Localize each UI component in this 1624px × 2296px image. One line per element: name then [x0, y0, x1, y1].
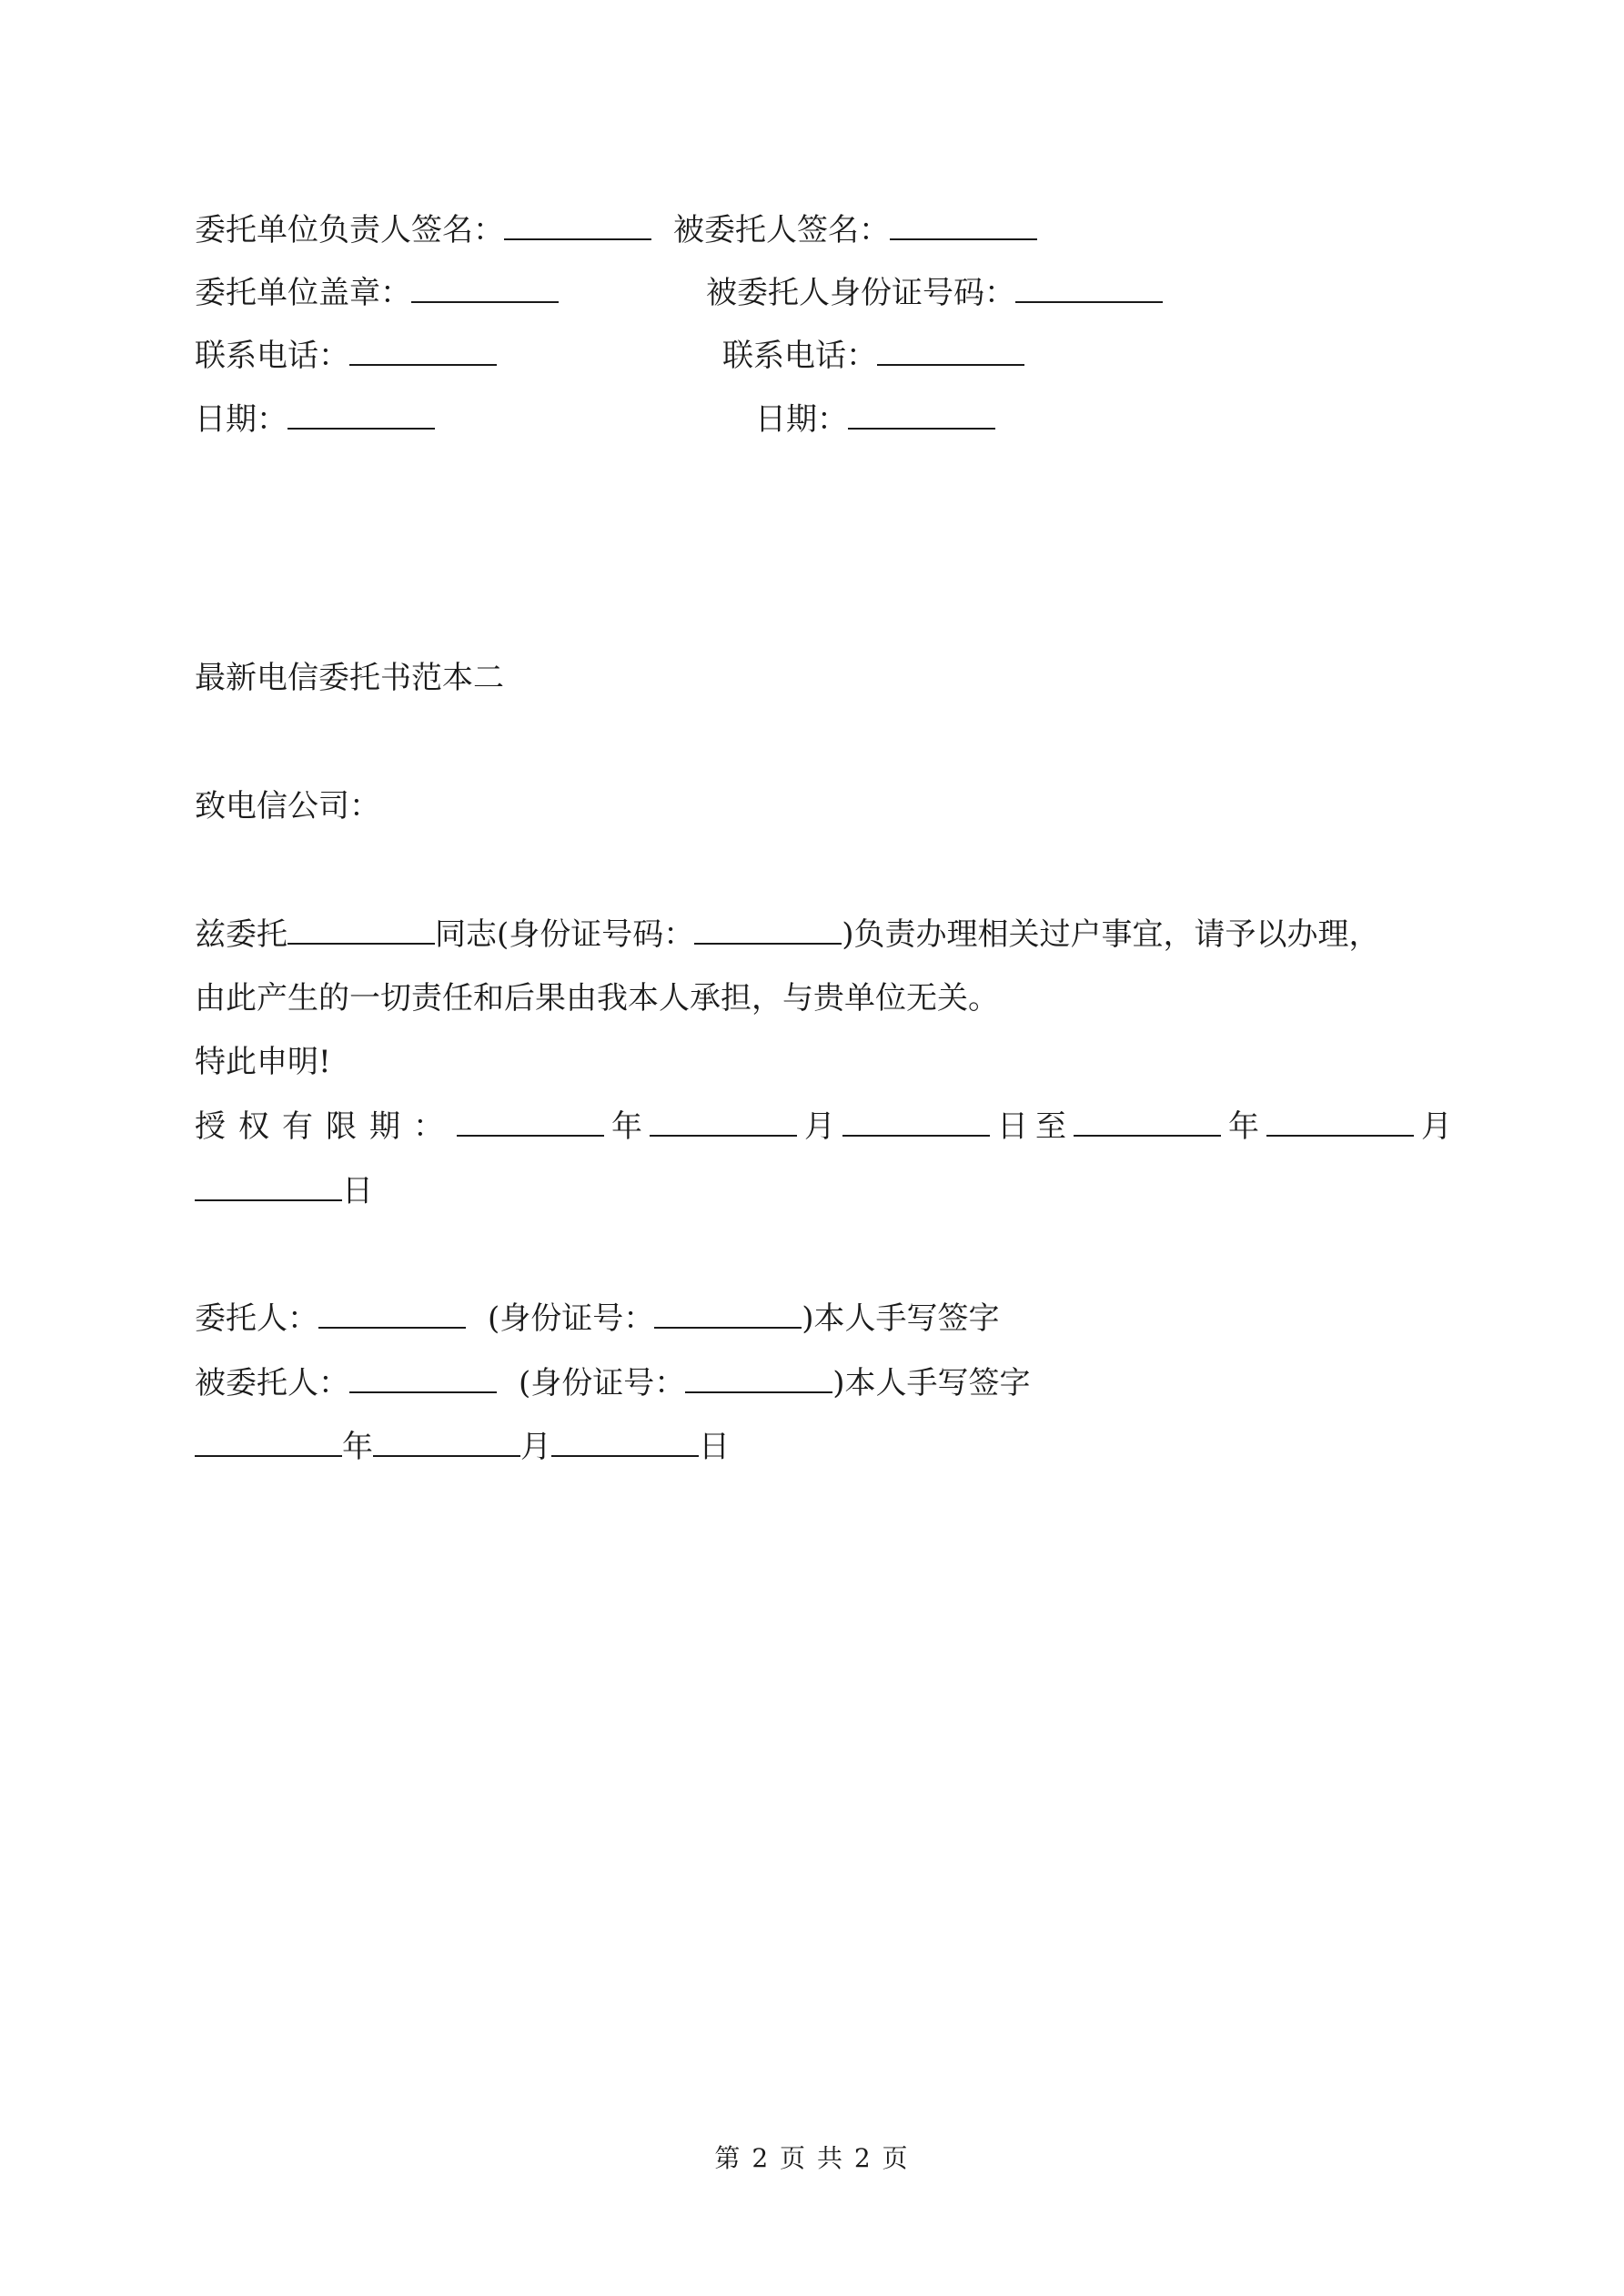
- agent-date-blank: [848, 400, 995, 430]
- declaration: 特此申明!: [195, 1044, 331, 1080]
- start-month-blank: [650, 1108, 797, 1137]
- agent-name-blank: [287, 915, 435, 945]
- sign-day-blank: [551, 1428, 699, 1457]
- section-title: 最新电信委托书范本二: [195, 660, 504, 696]
- agent-id-number-blank: [694, 915, 842, 945]
- start-year-blank: [457, 1108, 604, 1137]
- agent-sign-blank: [890, 211, 1037, 240]
- agent-sign-label: 被委托人签名：: [673, 211, 1037, 248]
- principal-phone-blank: [349, 337, 497, 366]
- principal-date-blank: [287, 400, 435, 430]
- principal-name-blank: [318, 1300, 466, 1329]
- principal-seal-label: 委托单位盖章：: [195, 274, 559, 311]
- sign-year-blank: [195, 1428, 342, 1457]
- agent-signer-name-blank: [349, 1364, 497, 1393]
- agent-signer-row: 被委托人： (身份证号： )本人手写签字: [195, 1365, 1031, 1401]
- principal-signer-row: 委托人： (身份证号： )本人手写签字: [195, 1300, 1000, 1337]
- principal-head-sign-label: 委托单位负责人签名：: [195, 211, 651, 248]
- principal-date-label: 日期：: [195, 400, 435, 438]
- sign-month-blank: [373, 1428, 520, 1457]
- agent-id-blank: [1015, 274, 1163, 303]
- end-day-blank: [195, 1172, 342, 1201]
- sign-date-row: 年 月 日: [195, 1428, 730, 1465]
- agent-phone-label: 联系电话：: [722, 337, 1024, 374]
- principal-id-blank: [654, 1300, 802, 1329]
- end-month-blank: [1266, 1108, 1414, 1137]
- agent-signer-id-blank: [685, 1364, 832, 1393]
- salutation: 致电信公司：: [195, 788, 380, 824]
- principal-seal-blank: [411, 274, 559, 303]
- page-footer: 第 2 页 共 2 页: [714, 2143, 910, 2173]
- principal-head-sign-blank: [504, 211, 651, 240]
- agent-date-label: 日期：: [755, 400, 995, 438]
- principal-phone-label: 联系电话：: [195, 337, 497, 374]
- end-year-blank: [1074, 1108, 1221, 1137]
- start-day-blank: [842, 1108, 990, 1137]
- body-line-2: 由此产生的一切责任和后果由我本人承担，与贵单位无关。: [195, 980, 999, 1017]
- agent-phone-blank: [877, 337, 1024, 366]
- body-line-1: 兹委托 同志(身份证号码： )负责办理相关过户事宜，请予以办理，: [195, 916, 1380, 953]
- authorization-period: 授权有限期： 年 月 日 至 年 月: [195, 1108, 1452, 1145]
- agent-id-label: 被委托人身份证号码：: [706, 274, 1163, 311]
- authorization-period-cont: 日: [195, 1172, 373, 1209]
